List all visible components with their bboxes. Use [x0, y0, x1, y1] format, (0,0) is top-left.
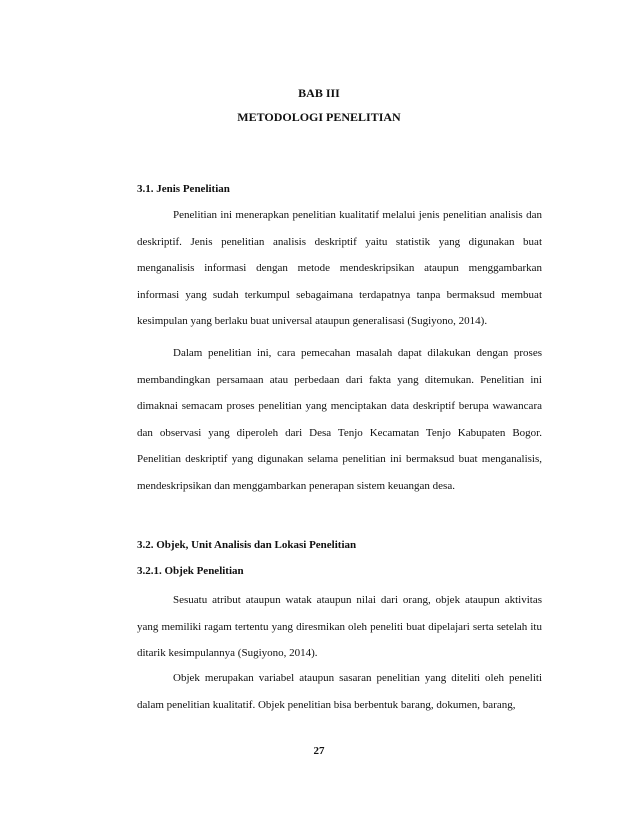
paragraph-3-1-a: Penelitian ini menerapkan penelitian kualitatif melalui jenis penelitian analisis dan deskriptif. Jenis penelitian analisis deskriptif yaitu statistik yang digunakan buat menganalisis informasi dengan metode mendeskripsikan ataupun menggambarkan informasi yang sudah terkumpul sebagaimana terdapatnya tanpa bermaksud membuat kesimpulan yang berlaku buat universal ataupun generalisasi (Sugiyono, 2014). [137, 209, 542, 327]
section-heading-3-1: 3.1. Jenis Penelitian [137, 183, 230, 195]
page-number: 27 [313, 745, 325, 757]
paragraph-3-2-1-b: Objek merupakan variabel ataupun sasaran penelitian yang diteliti oleh peneliti dalam penelitian kualitatif. Objek penelitian bisa berbentuk barang, dokumen, barang, [137, 672, 542, 711]
paragraph-3-2-1-a: Sesuatu atribut ataupun watak ataupun nilai dari orang, objek ataupun aktivitas yang memiliki ragam tertentu yang diresmikan oleh peneliti buat dipelajari serta setelah itu ditarik kesimpulannya (Sugiyono, 2014). [137, 594, 542, 659]
section-heading-3-2: 3.2. Objek, Unit Analisis dan Lokasi Penelitian [137, 539, 357, 551]
section-heading-3-2-1: 3.2.1. Objek Penelitian [137, 565, 244, 577]
chapter-number: BAB III [298, 86, 340, 100]
chapter-title: METODOLOGI PENELITIAN [237, 110, 401, 124]
paragraph-3-1-b: Dalam penelitian ini, cara pemecahan masalah dapat dilakukan dengan proses membandingkan persamaan atau perbedaan dari fakta yang ditemukan. Penelitian ini dimaknai semacam proses penelitian yang menciptakan data deskriptif berupa wawancara dan observasi yang diperoleh dari Desa Tenjo Kecamatan Tenjo Kabupaten Bogor. Penelitian deskriptif yang digunakan selama penelitian ini bermaksud buat menganalisis, mendeskripsikan dan menggambarkan penerapan sistem keuangan desa. [137, 347, 542, 492]
